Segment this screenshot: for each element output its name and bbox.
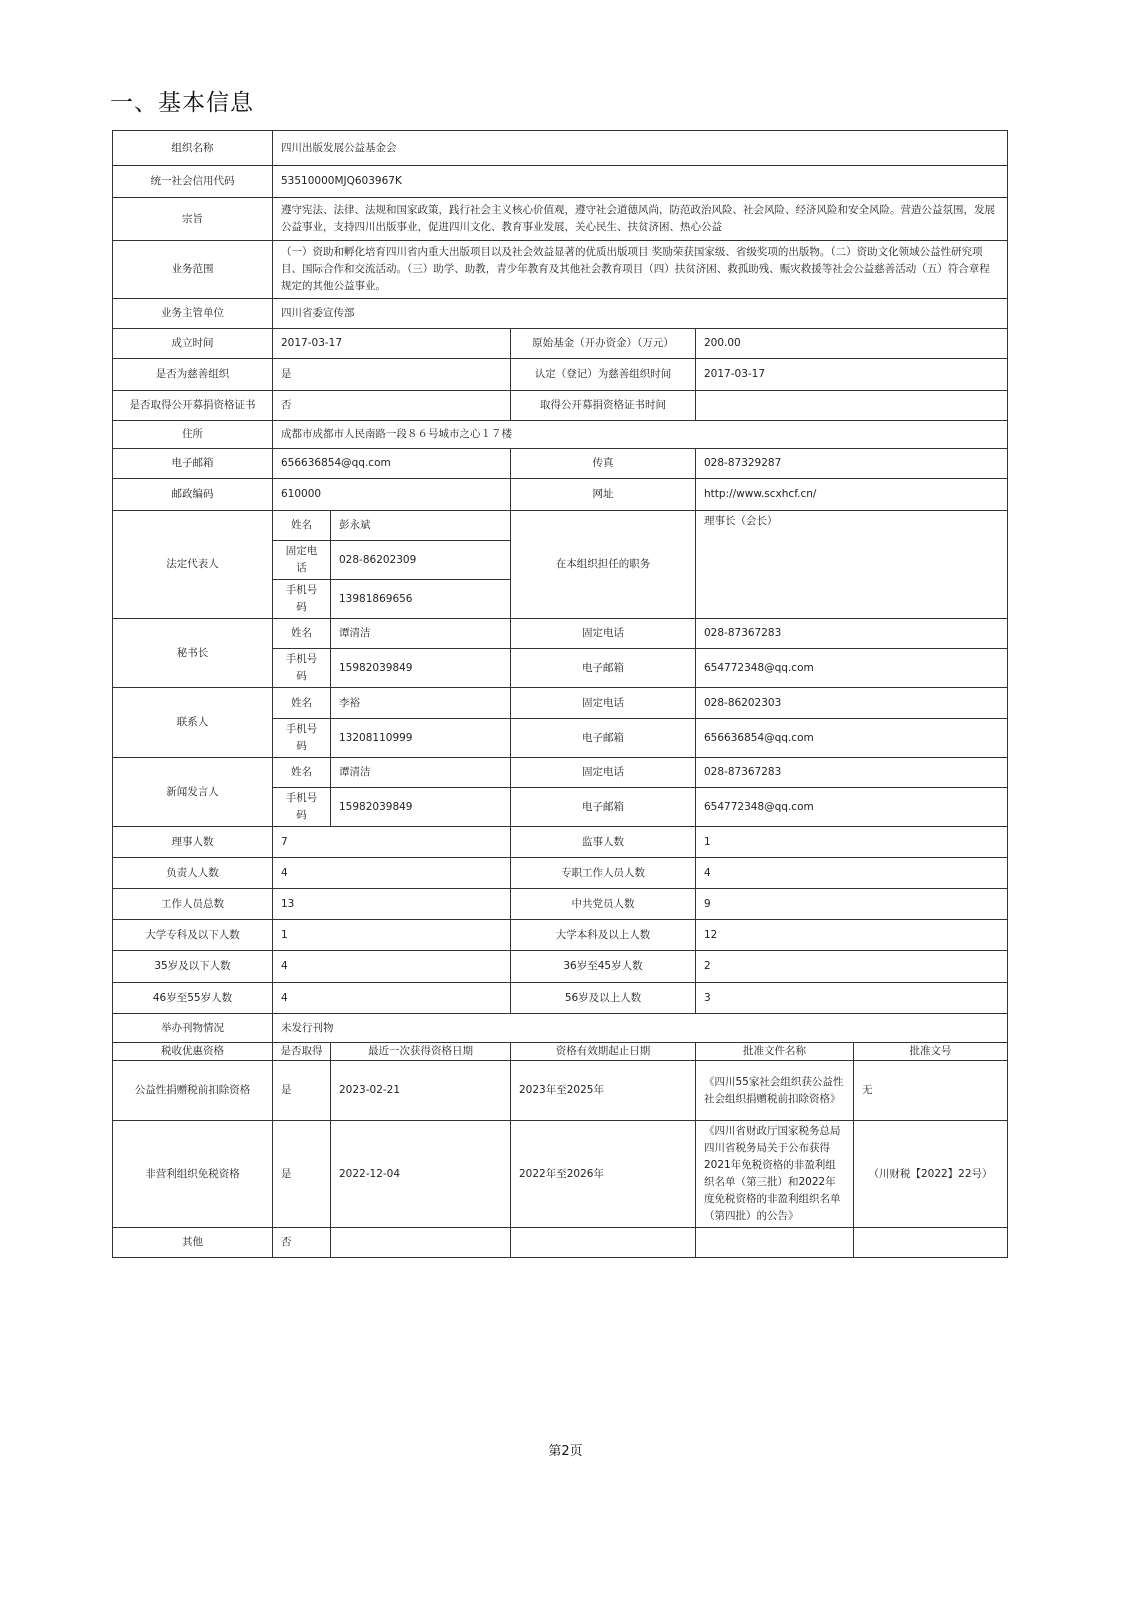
value: 1 [696,827,1008,858]
label: 秘书长 [113,619,273,688]
cell: 2023年至2025年 [511,1061,696,1121]
label: 联系人 [113,688,273,758]
basic-info-table [112,130,1008,1258]
page-number: 第2页 [548,1444,583,1459]
cell [331,1228,511,1258]
value: 028-87367283 [696,758,1008,788]
scope-value: （一）资助和孵化培育四川省内重大出版项目以及社会效益显著的优质出版项目 奖励荣获国家级、省级奖项的出版物。（二）资助文化领域公益性研究项目、国际合作和交流活动。（三）助学、助教，青少年教育及其他社会教育项目（四）扶贫济困、救孤助残、赈灾救援等社会公益慈善活动（五）符合章程规定的其他公益事业。 [273,241,1008,299]
value: 028-86202309 [331,541,511,580]
section-title: 一、基本信息 [110,90,254,116]
value: 1 [273,920,511,951]
cell: 否 [273,1228,331,1258]
value: 4 [273,858,511,889]
value: 15982039849 [331,649,511,688]
column-header: 是否取得 [273,1043,331,1061]
value: 3 [696,983,1008,1014]
cell: 公益性捐赠税前扣除资格 [113,1061,273,1121]
cell: 是 [273,1061,331,1121]
label: 专职工作人员人数 [511,858,696,889]
cell: （川财税【2022】22号） [854,1121,1008,1228]
label: 电子邮箱 [511,649,696,688]
label: 工作人员总数 [113,889,273,920]
cell: 2022年至2026年 [511,1121,696,1228]
label: 姓名 [273,511,331,541]
value: 谭清洁 [331,619,511,649]
value [696,391,1008,421]
label: 取得公开募捐资格证书时间 [511,391,696,421]
cell: 无 [854,1061,1008,1121]
value: 028-87367283 [696,619,1008,649]
column-header: 最近一次获得资格日期 [331,1043,511,1061]
label: 姓名 [273,688,331,719]
value: 理事长（会长） [696,511,1008,619]
label: 固定电话 [511,619,696,649]
authority-value: 四川省委宣传部 [273,299,1008,329]
label: 36岁至45岁人数 [511,951,696,983]
value: 4 [273,983,511,1014]
value: 彭永斌 [331,511,511,541]
label: 成立时间 [113,329,273,359]
value: 13981869656 [331,580,511,619]
value: 654772348@qq.com [696,788,1008,827]
label: 网址 [511,479,696,511]
label: 固定电话 [511,758,696,788]
value: 2017-03-17 [696,359,1008,391]
value: 是 [273,359,511,391]
label: 组织名称 [113,131,273,166]
column-header: 批准文件名称 [696,1043,854,1061]
value: 12 [696,920,1008,951]
label: 宗旨 [113,198,273,241]
label: 负责人人数 [113,858,273,889]
label: 业务主管单位 [113,299,273,329]
label: 传真 [511,449,696,479]
cell: 《四川省财政厅国家税务总局四川省税务局关于公布获得2021年免税资格的非盈利组织名单（第三批）和2022年度免税资格的非盈利组织名单（第四批）的公告》 [696,1121,854,1228]
value: 610000 [273,479,511,511]
value: 谭清洁 [331,758,511,788]
org-name-value: 四川出版发展公益基金会 [273,131,1008,166]
label: 46岁至55岁人数 [113,983,273,1014]
label: 大学本科及以上人数 [511,920,696,951]
cell: 非营利组织免税资格 [113,1121,273,1228]
label: 大学专科及以下人数 [113,920,273,951]
value: 028-86202303 [696,688,1008,719]
value: 否 [273,391,511,421]
cell [696,1228,854,1258]
value: 13208110999 [331,719,511,758]
table-row [113,1121,1008,1228]
cell: 2023-02-21 [331,1061,511,1121]
value: 15982039849 [331,788,511,827]
label: 姓名 [273,619,331,649]
label: 邮政编码 [113,479,273,511]
label: 统一社会信用代码 [113,166,273,198]
cell: 2022-12-04 [331,1121,511,1228]
cell: 是 [273,1121,331,1228]
label: 中共党员人数 [511,889,696,920]
address-value: 成都市成都市人民南路一段８６号城市之心１７楼 [273,421,1008,449]
table-row [113,1061,1008,1121]
column-header: 税收优惠资格 [113,1043,273,1061]
value: 李裕 [331,688,511,719]
label: 电子邮箱 [113,449,273,479]
label: 是否为慈善组织 [113,359,273,391]
cell [511,1228,696,1258]
label: 手机号码 [273,719,331,758]
table-row [113,1228,1008,1258]
label: 手机号码 [273,649,331,688]
label: 固定电话 [273,541,331,580]
label: 监事人数 [511,827,696,858]
cell [854,1228,1008,1258]
value: 2017-03-17 [273,329,511,359]
column-header: 批准文号 [854,1043,1008,1061]
label: 法定代表人 [113,511,273,619]
label: 在本组织担任的职务 [511,511,696,619]
value: 200.00 [696,329,1008,359]
value: 656636854@qq.com [273,449,511,479]
cell: 《四川55家社会组织获公益性社会组织捐赠税前扣除资格》 [696,1061,854,1121]
label: 举办刊物情况 [113,1014,273,1043]
label: 35岁及以下人数 [113,951,273,983]
column-header: 资格有效期起止日期 [511,1043,696,1061]
value: 未发行刊物 [273,1014,1008,1043]
label: 业务范围 [113,241,273,299]
value: 4 [273,951,511,983]
label: 住所 [113,421,273,449]
value: 656636854@qq.com [696,719,1008,758]
label: 是否取得公开募捐资格证书 [113,391,273,421]
value: 654772348@qq.com [696,649,1008,688]
value: 7 [273,827,511,858]
value: 13 [273,889,511,920]
value: 9 [696,889,1008,920]
label: 电子邮箱 [511,788,696,827]
label: 手机号码 [273,580,331,619]
label: 新闻发言人 [113,758,273,827]
value: 028-87329287 [696,449,1008,479]
value: 4 [696,858,1008,889]
cell: 其他 [113,1228,273,1258]
label: 固定电话 [511,688,696,719]
label: 姓名 [273,758,331,788]
credit-code-value: 53510000MJQ603967K [273,166,1008,198]
value: http://www.scxhcf.cn/ [696,479,1008,511]
label: 理事人数 [113,827,273,858]
purpose-value: 遵守宪法、法律、法规和国家政策，践行社会主义核心价值观，遵守社会道德风尚，防范政治风险、社会风险、经济风险和安全风险。营造公益氛围，发展公益事业，支持四川出版事业，促进四川文化、教育事业发展，关心民生、扶贫济困、热心公益 [273,198,1008,241]
label: 手机号码 [273,788,331,827]
label: 原始基金（开办资金）（万元） [511,329,696,359]
label: 电子邮箱 [511,719,696,758]
label: 认定（登记）为慈善组织时间 [511,359,696,391]
value: 2 [696,951,1008,983]
label: 56岁及以上人数 [511,983,696,1014]
